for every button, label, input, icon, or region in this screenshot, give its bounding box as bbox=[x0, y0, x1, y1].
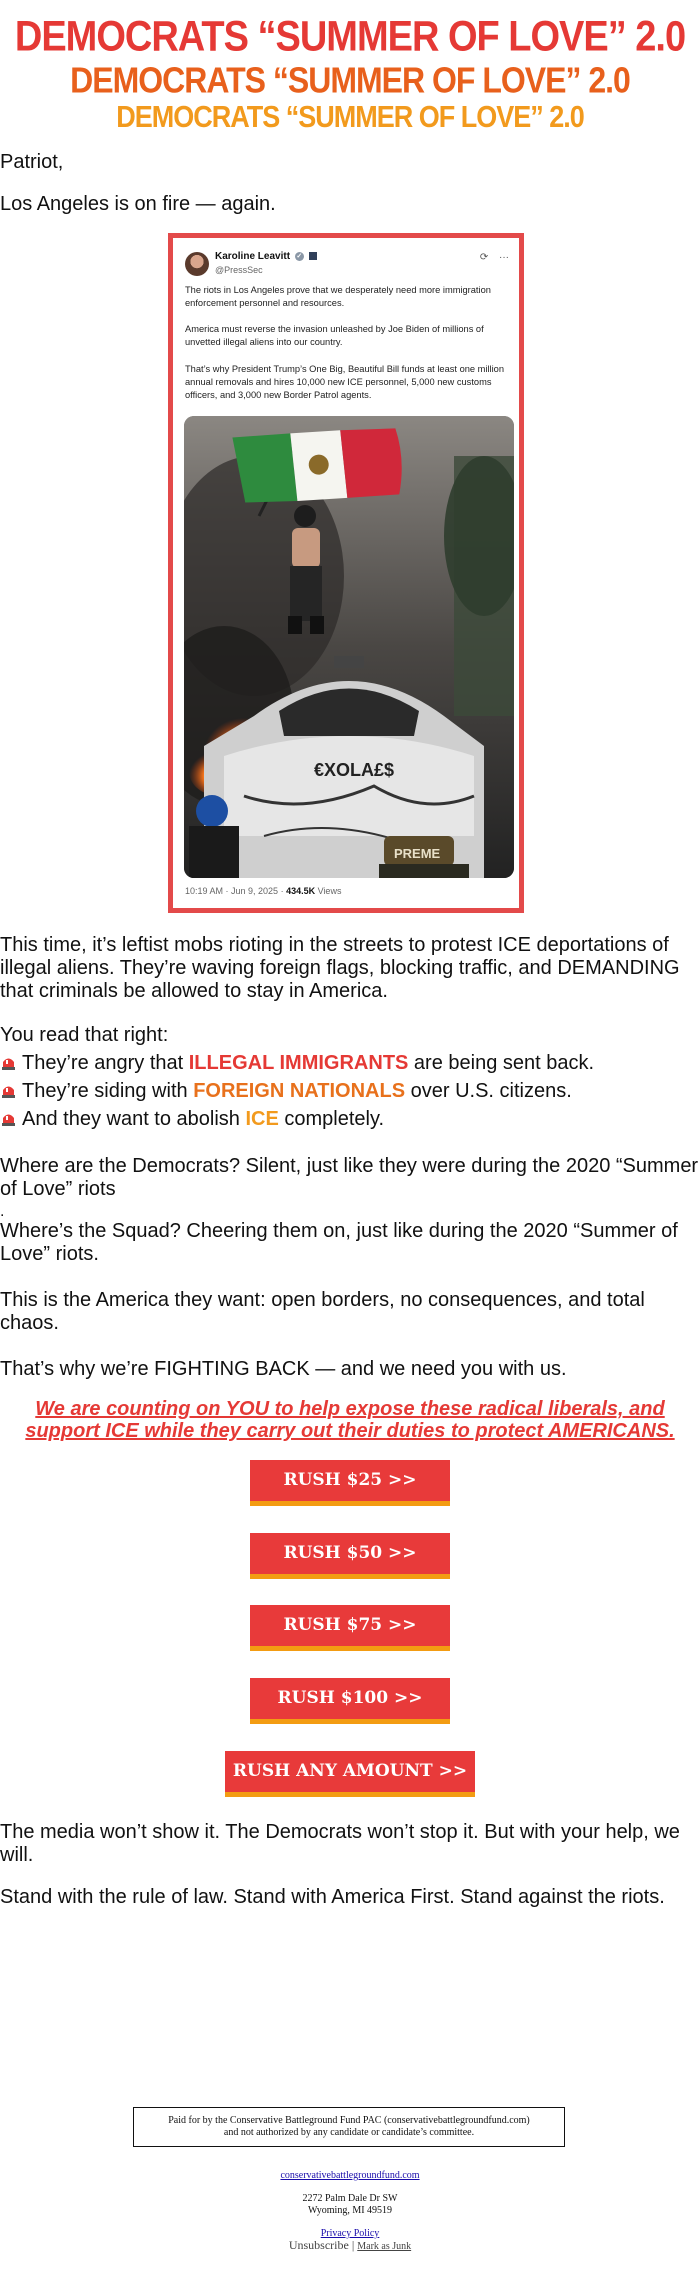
stand-paragraph: Stand with the rule of law. Stand with America First. Stand against the riots. bbox=[0, 1886, 665, 1908]
verified-badge-icon: ✓ bbox=[296, 252, 303, 260]
mark-as-junk-link[interactable]: Mark as Junk bbox=[357, 2241, 412, 2252]
where-squad-paragraph: Where’s the Squad? Cheering them on, just like during the 2020 “Summer of Love” riots. bbox=[0, 1220, 678, 1265]
read-that-line: You read that right: bbox=[0, 1024, 169, 1046]
tweet-embed bbox=[168, 233, 524, 913]
cta-link[interactable]: We are counting on YOU to help expose these radical liberals, and support ICE while they carry out their duties to protect AMERICANS. bbox=[25, 1398, 675, 1442]
bullet-item: And they want to abolish ICE completely. bbox=[0, 1108, 700, 1131]
tweet-paragraph: The riots in Los Angeles prove that we desperately need more immigration enforcement personnel and resources. bbox=[185, 285, 491, 308]
headline-amber: DEMOCRATS “SUMMER OF LOVE” 2.0 bbox=[116, 100, 584, 134]
tweet-photo bbox=[184, 416, 514, 878]
tweet-handle: @PressSec bbox=[215, 265, 263, 275]
siren-icon bbox=[0, 1054, 17, 1071]
website-link[interactable]: conservativebattlegroundfund.com bbox=[280, 2170, 420, 2181]
paid-for-line: Paid for by the Conservative Battleground Fund PAC (conservativebattlegroundfund.com) bbox=[168, 2115, 530, 2126]
greeting: Patriot, bbox=[0, 151, 64, 173]
tweet-author-name: Karoline Leavitt bbox=[215, 251, 291, 262]
hat-text: PREME bbox=[394, 846, 441, 861]
body-paragraph: This time, it’s leftist mobs rioting in the streets to protest ICE deportations of illegal aliens. They’re waving foreign flags, blocking traffic, and DEMANDING that criminals be allowed to stay in America. bbox=[0, 934, 680, 1002]
address-line-1: 2272 Palm Dale Dr SW bbox=[302, 2193, 398, 2204]
rush-75-button[interactable]: RUSH $75 >> bbox=[250, 1605, 450, 1651]
fighting-back-paragraph: That’s why we’re FIGHTING BACK — and we need you with us. bbox=[0, 1358, 567, 1380]
tweet-header bbox=[183, 248, 513, 284]
media-paragraph: The media won’t show it. The Democrats won’t stop it. But with your help, we will. bbox=[0, 1821, 680, 1866]
tweet-timestamp: 10:19 AM · Jun 9, 2025 · bbox=[185, 886, 287, 896]
more-options-icon: ··· bbox=[499, 252, 509, 263]
intro-line: Los Angeles is on fire — again. bbox=[0, 193, 276, 215]
headline-orange: DEMOCRATS “SUMMER OF LOVE” 2.0 bbox=[70, 59, 630, 101]
paid-for-disclaimer bbox=[133, 2107, 565, 2147]
tweet-paragraph: America must reverse the invasion unleashed by Joe Biden of millions of unvetted illegal aliens into our country. bbox=[185, 324, 484, 347]
tweet-views-count: 434.5K bbox=[286, 886, 316, 896]
address-line-2: Wyoming, MI 49519 bbox=[307, 2205, 393, 2216]
rush-50-button[interactable]: RUSH $50 >> bbox=[250, 1533, 450, 1579]
tweet-views-label: Views bbox=[315, 886, 342, 896]
bullet-item: They’re angry that ILLEGAL IMMIGRANTS are being sent back. bbox=[0, 1052, 700, 1075]
avatar bbox=[185, 252, 209, 276]
america-they-want-paragraph: This is the America they want: open borders, no consequences, and total chaos. bbox=[0, 1289, 645, 1334]
rush-100-button[interactable]: RUSH $100 >> bbox=[250, 1678, 450, 1724]
siren-icon bbox=[0, 1082, 17, 1099]
government-badge-icon bbox=[309, 252, 317, 260]
unsubscribe-link[interactable]: Unsubscribe bbox=[288, 2238, 349, 2252]
grok-icon: ⟳ bbox=[479, 252, 489, 263]
tweet-paragraph: That’s why President Trump’s One Big, Beautiful Bill funds at least one million annual removals and hires 10,000 new ICE personnel, 5,000 new customs officers, and 3,000 new Border Patrol agents. bbox=[185, 364, 505, 400]
not-authorized-line: and not authorized by any candidate or candidate’s committee. bbox=[223, 2127, 475, 2138]
riot-scene-illustration bbox=[184, 416, 514, 878]
highlight-ice: ICE bbox=[245, 1108, 279, 1130]
rush-25-button[interactable]: RUSH $25 >> bbox=[250, 1460, 450, 1506]
rush-any-amount-button[interactable]: RUSH ANY AMOUNT >> bbox=[225, 1751, 475, 1797]
footer-separator: | bbox=[348, 2238, 358, 2252]
bullet-item: They’re siding with FOREIGN NATIONALS over U.S. citizens. bbox=[0, 1080, 700, 1103]
siren-icon bbox=[0, 1110, 17, 1127]
privacy-policy-link[interactable]: Privacy Policy bbox=[320, 2228, 380, 2239]
headline-red: DEMOCRATS “SUMMER OF LOVE” 2.0 bbox=[14, 13, 686, 61]
where-democrats-paragraph: Where are the Democrats? Silent, just like they were during the 2020 “Summer of Love” riots bbox=[0, 1155, 699, 1200]
highlight-illegal-immigrants: ILLEGAL IMMIGRANTS bbox=[188, 1052, 409, 1074]
car-logo-text: €XOLA£$ bbox=[314, 760, 395, 780]
highlight-foreign-nationals: FOREIGN NATIONALS bbox=[193, 1080, 406, 1102]
stray-dot: . bbox=[0, 1203, 5, 1220]
